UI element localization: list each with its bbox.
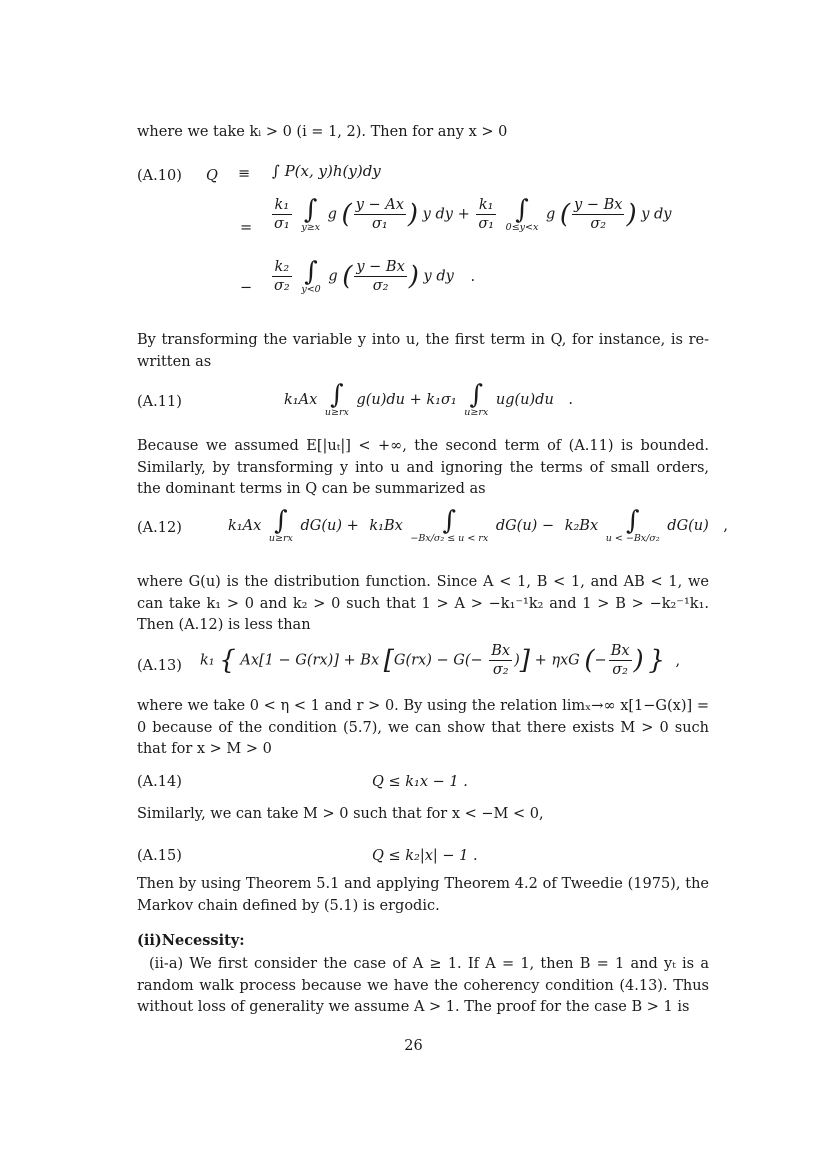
frac-a13-1: $\frac{Bx}{\text{σ₂}}$	[491, 643, 511, 678]
eq-a10-line1: ∫ P(x, y)h(y)dy	[272, 162, 381, 180]
eq-a11-label: (A.11)	[137, 394, 182, 410]
eq-a14-body: Q ≤ k₁x − 1 .	[372, 774, 468, 790]
integral-a11-2: ∫ u≥rx	[464, 380, 489, 418]
eq-a10-equals: =	[240, 220, 253, 236]
integral-1: ∫ y≥x	[301, 194, 321, 233]
intro-text: where we take kᵢ > 0 (i = 1, 2). Then for any x > 0	[137, 124, 508, 140]
page-number: 26	[404, 1038, 423, 1054]
frac-a13-2: $\frac{Bx}{\text{σ₂}}$	[610, 643, 630, 678]
frac-k1-s1-b: $\frac{\text{k₁}}{\text{σ₁}}$	[478, 197, 495, 232]
paragraph-5: Similarly, we can take M > 0 such that for x < −M < 0,	[137, 806, 544, 822]
frac-bx: $\frac{y - Bx}{\text{σ₂}}$	[574, 197, 623, 232]
eq-a10-minus: −	[240, 280, 253, 296]
integral-a12-1: ∫ u≥rx	[268, 506, 293, 544]
eq-a10-line2: $\frac{\text{k₁}}{\text{σ₁}}$ ∫ y≥x g ( $\frac{y - Ax}{\text{σ₁}}$ ) y dy + $\frac{\text{k₁}}{\text{σ₁}}$ ∫ 0≤y<x g ( $\frac{y - Bx}{\text{σ₂}}$ ) y dy	[274, 194, 672, 233]
paragraph-7: (ii-a) We first consider the case of A ≥ 1. If A = 1, then B = 1 and yₜ is a random walk process because we have the coherency condition (4.13). Thus without loss of generality we assume A > 1. The proof for the case B > 1 is	[137, 956, 709, 1015]
eq-a10-rel: ≡	[238, 166, 251, 182]
integral-a12-2: ∫ −Bx/σ₂ ≤ u < rx	[410, 506, 489, 544]
frac-ax: $\frac{y - Ax}{\text{σ₁}}$	[355, 197, 404, 232]
frac-bx-2: $\frac{y - Bx}{\text{σ₂}}$	[356, 259, 405, 294]
eq-a15-body: Q ≤ k₂|x| − 1 .	[372, 848, 478, 864]
paragraph-1: By transforming the variable y into u, the first term in Q, for instance, is re-written as	[137, 332, 709, 370]
integral-3: ∫ y<0	[301, 256, 321, 295]
paragraph-4: where we take 0 < η < 1 and r > 0. By using the relation limₓ→∞ x[1−G(x)] = 0 because of the condition (5.7), we can show that there exists M > 0 such that for x > M > 0	[137, 698, 709, 757]
eq-a10-label: (A.10)	[137, 168, 182, 184]
paragraph-2: Because we assumed E[|uₜ|] < +∞, the second term of (A.11) is bounded. Similarly, by transforming y into u and ignoring the terms of small orders, the dominant terms in Q can be summarized as	[137, 438, 709, 497]
eq-a12-label: (A.12)	[137, 520, 182, 536]
frac-k1-s1: $\frac{\text{k₁}}{\text{σ₁}}$	[274, 197, 290, 232]
paragraph-6: Then by using Theorem 5.1 and applying Theorem 4.2 of Tweedie (1975), the Markov chain defined by (5.1) is ergodic.	[137, 876, 709, 914]
integral-2: ∫ 0≤y<x	[505, 194, 539, 233]
eq-a11-body: k₁Ax ∫ u≥rx g(u)du + k₁σ₁ ∫ u≥rx ug(u)du .	[284, 380, 574, 418]
section-heading: (ii)Necessity:	[137, 932, 245, 949]
integral-a11-1: ∫ u≥rx	[324, 380, 349, 418]
eq-a10-lhs: Q	[206, 168, 218, 184]
eq-a13-label: (A.13)	[137, 658, 182, 674]
frac-k2-s2: $\frac{\text{k₂}}{\text{σ₂}}$	[274, 259, 290, 294]
eq-a12-body: k₁Ax ∫ u≥rx dG(u) + k₁Bx ∫ −Bx/σ₂ ≤ u < rx dG(u) − k₂Bx ∫ u < −Bx/σ₂ dG(u) ,	[228, 506, 729, 544]
eq-a13-body: k₁ { Ax[1 − G(rx)] + Bx [G(rx) − G(− $\frac{Bx}{\text{σ₂}}$ )] + ηxG (− $\frac{Bx}{\text{σ₂}}$ ) } ,	[200, 643, 681, 678]
eq-a15-label: (A.15)	[137, 848, 182, 864]
paragraph-3: where G(u) is the distribution function. Since A < 1, B < 1, and AB < 1, we can take k₁ > 0 and k₂ > 0 such that 1 > A > −k₁⁻¹k₂ and 1 > B > −k₂⁻¹k₁. Then (A.12) is less than	[137, 574, 709, 633]
eq-a14-label: (A.14)	[137, 774, 182, 790]
eq-a10-line3: $\frac{\text{k₂}}{\text{σ₂}}$ ∫ y<0 g ( $\frac{y - Bx}{\text{σ₂}}$ ) y dy .	[274, 256, 476, 295]
integral-a12-3: ∫ u < −Bx/σ₂	[605, 506, 660, 544]
